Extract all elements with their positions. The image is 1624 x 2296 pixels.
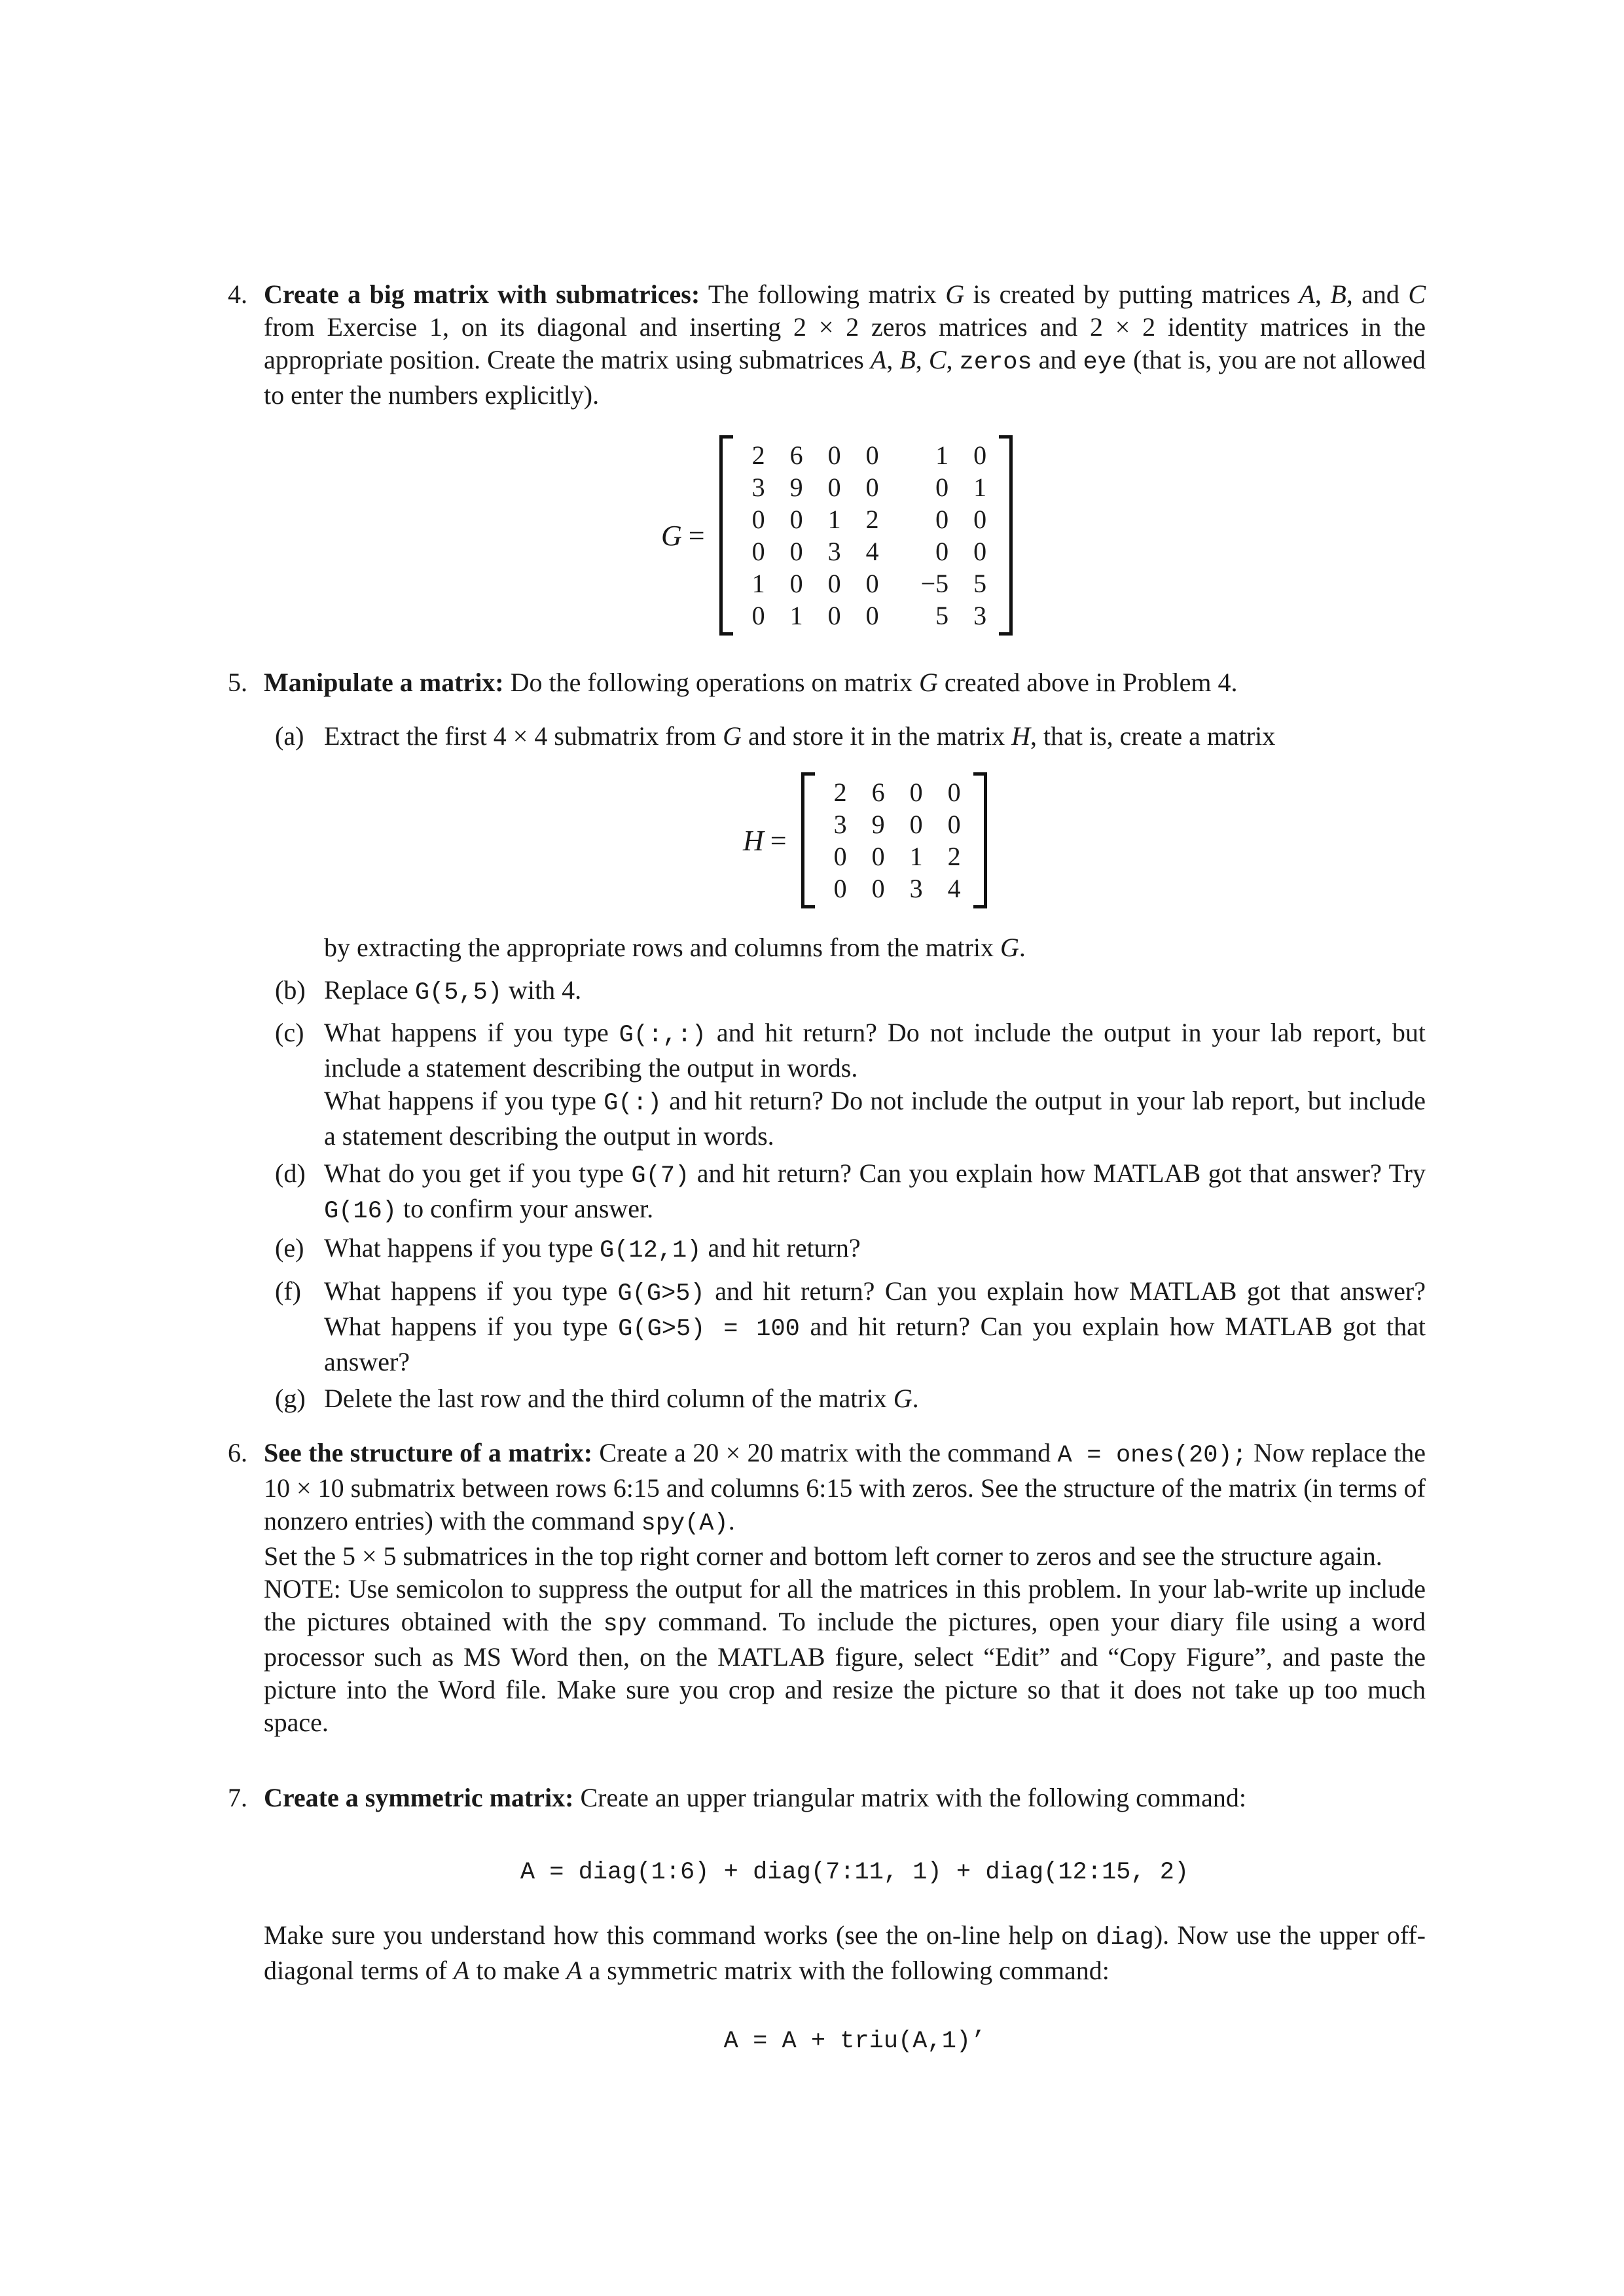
- text: by extracting the appropriate rows and columns from the matrix: [324, 933, 1001, 962]
- cell: 0: [865, 473, 879, 502]
- text: The following matrix: [700, 279, 946, 309]
- code: spy(A): [641, 1510, 729, 1537]
- part-label: (b): [275, 975, 306, 1005]
- matrix-row: [736, 503, 996, 535]
- math-var: A: [870, 345, 887, 374]
- problem-title: Create a big matrix with submatrices:: [264, 279, 700, 309]
- text: Set the 5 × 5 submatrices in the top right corner and bottom left corner to zeros and see the structure again.: [264, 1541, 1382, 1571]
- code: G(:): [604, 1090, 662, 1117]
- math-var: G: [1000, 933, 1019, 962]
- part-label: (g): [275, 1384, 306, 1413]
- cell: 0: [909, 778, 923, 807]
- cell: 0: [833, 842, 847, 871]
- text: and hit return?: [701, 1233, 861, 1263]
- text: and hit return? Can you explain how MATLAB got that answer? What happens if you type: [324, 1276, 1426, 1341]
- problem-number: 6.: [228, 1438, 247, 1467]
- cell: 0: [865, 601, 879, 630]
- code: A = A + triu(A,1)’: [723, 2028, 986, 2055]
- text: , that is, create a matrix: [1030, 721, 1276, 751]
- left-bracket: [719, 435, 733, 636]
- code-eye: eye: [1083, 349, 1127, 376]
- command-1: [0, 1854, 1624, 1889]
- text: What happens if you type: [324, 1233, 600, 1263]
- code: G(G>5): [617, 1280, 705, 1308]
- cell: 1: [909, 842, 923, 871]
- code: A = ones(20);: [1057, 1442, 1247, 1469]
- note-text: NOTE: Use semicolon to suppress the output for all the matrices in this problem. In your lab-write up include the pictures obtained with the: [264, 1574, 1426, 1636]
- code: A = diag(1:6) + diag(7:11, 1) + diag(12:15, 2): [520, 1859, 1189, 1886]
- problem-5b: [275, 974, 1426, 1009]
- problem-number: 7.: [228, 1783, 247, 1812]
- text: and hit return? Do not include the output in your lab report, but include a statement describing the output in words.: [324, 1086, 1426, 1151]
- cell: 2: [947, 842, 961, 871]
- code: G(12,1): [600, 1237, 702, 1265]
- left-bracket: [801, 772, 815, 908]
- command-2: [0, 2022, 1624, 2058]
- right-bracket: [973, 772, 987, 908]
- cell: 0: [871, 874, 885, 903]
- part-label: (f): [275, 1276, 301, 1306]
- matrix-row: [818, 776, 970, 808]
- equals-sign: =: [688, 519, 705, 552]
- code: G(:,:): [619, 1022, 706, 1049]
- cell: 0: [973, 440, 987, 470]
- matrix-row: [818, 872, 970, 905]
- matrix-g: [661, 435, 1013, 636]
- problem-number: 5.: [228, 668, 247, 697]
- cell: 0: [871, 842, 885, 871]
- cell: 0: [789, 505, 803, 534]
- code: spy: [603, 1611, 647, 1638]
- text: .: [1019, 933, 1026, 962]
- code-zeros: zeros: [959, 349, 1032, 376]
- problem-5: [228, 666, 1426, 699]
- text: and store it in the matrix: [741, 721, 1012, 751]
- code: G(16): [324, 1198, 397, 1225]
- text: and: [1032, 345, 1083, 374]
- matrix-row: [736, 600, 996, 632]
- matrix-g-table: [736, 439, 996, 632]
- cell: 0: [827, 601, 841, 630]
- text: Create a 20 × 20 matrix with the command: [592, 1438, 1058, 1467]
- cell: 2: [865, 505, 879, 534]
- note-text: command. To include the pictures, open your diary file using a word processor such as MS Word then, on the MATLAB figure, select “Edit” and “Copy Figure”, and paste the picture into the Word file. Make sure you crop and resize the picture so that it does not take up too much space.: [264, 1607, 1426, 1737]
- text: and hit return? Can you explain how MATLAB got that answer? Try: [689, 1158, 1426, 1188]
- math-var: C: [1408, 279, 1426, 309]
- equals-sign: =: [770, 824, 787, 857]
- problem-4: [228, 278, 1426, 412]
- cell: 0: [751, 537, 765, 566]
- text: created above in Problem 4.: [937, 668, 1238, 697]
- text: and hit return? Can you explain how MATLAB got that answer?: [324, 1312, 1426, 1376]
- problem-6: [228, 1437, 1426, 1739]
- problem-5g: [275, 1382, 1426, 1415]
- cell: 0: [947, 778, 961, 807]
- text: with 4.: [502, 975, 582, 1005]
- part-label: (e): [275, 1233, 304, 1263]
- cell: 0: [935, 505, 949, 534]
- problem-title: Manipulate a matrix:: [264, 668, 504, 697]
- math-var: A: [453, 1956, 470, 1985]
- cell: 0: [827, 473, 841, 502]
- text: ). Now use the upper off-diagonal terms of: [264, 1920, 1426, 1985]
- problem-title: See the structure of a matrix:: [264, 1438, 593, 1467]
- cell: 4: [865, 537, 879, 566]
- matrix-label: [661, 519, 705, 552]
- text: Create an upper triangular matrix with the following command:: [573, 1783, 1246, 1812]
- cell: 1: [973, 473, 987, 502]
- text: ,: [1314, 279, 1331, 309]
- text: What happens if you type: [324, 1276, 618, 1306]
- code: G(7): [631, 1162, 690, 1190]
- text: and hit return? Do not include the output in your lab report, but include a statement describing the output in words.: [324, 1018, 1426, 1083]
- problem-5d: [275, 1157, 1426, 1228]
- text: What happens if you type: [324, 1086, 604, 1115]
- text: Now replace the 10 × 10 submatrix between rows 6:15 and columns 6:15 with zeros. See the structure of the matrix (in terms of nonzero entries) with the command: [264, 1438, 1426, 1535]
- math-var: A: [1299, 279, 1315, 309]
- cell: 1: [827, 505, 841, 534]
- math-var: H: [1011, 721, 1031, 751]
- cell: 0: [935, 537, 949, 566]
- code: G(5,5): [414, 979, 503, 1007]
- problem-5e: [275, 1232, 1426, 1267]
- matrix-brackets: [801, 772, 987, 908]
- cell: 3: [751, 473, 765, 502]
- cell: 2: [833, 778, 847, 807]
- cell: 0: [789, 569, 803, 598]
- cell: 6: [871, 778, 885, 807]
- math-var: B: [1330, 279, 1346, 309]
- text: , and: [1346, 279, 1409, 309]
- part-label: (d): [275, 1158, 306, 1188]
- matrix-brackets: [719, 435, 1013, 636]
- text: to confirm your answer.: [397, 1194, 654, 1223]
- cell: 0: [751, 505, 765, 534]
- matrix-label-name: H: [743, 824, 764, 857]
- cell: 9: [789, 473, 803, 502]
- math-var: C: [928, 345, 947, 374]
- problem-5a-continued: [324, 931, 1426, 964]
- math-var: G: [945, 279, 965, 309]
- problem-7-continued: [264, 1919, 1426, 1987]
- text: from Exercise 1, on its diagonal and inserting 2 × 2 zeros matrices and 2 × 2 identity matrices in the appropriate position. Create the matrix using submatrices: [264, 312, 1426, 374]
- cell: 3: [909, 874, 923, 903]
- code: diag: [1095, 1924, 1154, 1952]
- cell: 0: [935, 473, 949, 502]
- text: Extract the first 4 × 4 submatrix from: [324, 721, 723, 751]
- math-var: G: [723, 721, 742, 751]
- matrix-h: [743, 772, 987, 908]
- matrix-h-table: [818, 776, 970, 905]
- code: G(G>5) = 100: [618, 1316, 800, 1343]
- math-var: G: [893, 1384, 912, 1413]
- text: ,: [946, 345, 960, 374]
- cell: 0: [909, 810, 923, 839]
- problem-5c: [275, 1016, 1426, 1153]
- cell: 3: [827, 537, 841, 566]
- text: ,: [915, 345, 929, 374]
- right-bracket: [999, 435, 1013, 636]
- matrix-row: [818, 808, 970, 840]
- cell: 0: [947, 810, 961, 839]
- matrix-row: [736, 567, 996, 600]
- part-label: (a): [275, 721, 304, 751]
- text: to make: [469, 1956, 567, 1985]
- cell: 2: [751, 440, 765, 470]
- cell: 5: [973, 569, 987, 598]
- math-var: G: [918, 668, 938, 697]
- problem-7: [228, 1782, 1426, 1814]
- math-var: B: [899, 345, 916, 374]
- math-var: A: [566, 1956, 583, 1985]
- cell: 1: [789, 601, 803, 630]
- problem-5a: [275, 720, 1426, 753]
- cell: 0: [751, 601, 765, 630]
- cell: 0: [973, 505, 987, 534]
- problem-title: Create a symmetric matrix:: [264, 1783, 574, 1812]
- problem-5f: [275, 1275, 1426, 1378]
- cell: 4: [947, 874, 961, 903]
- cell: 1: [751, 569, 765, 598]
- cell: 3: [973, 601, 987, 630]
- matrix-row: [818, 840, 970, 872]
- cell: 0: [865, 440, 879, 470]
- cell: 0: [973, 537, 987, 566]
- cell: 3: [833, 810, 847, 839]
- cell: 6: [789, 440, 803, 470]
- text: .: [912, 1384, 919, 1413]
- matrix-row: [736, 535, 996, 567]
- cell: 9: [871, 810, 885, 839]
- text: (that is, you are not allowed to enter the numbers explicitly).: [264, 345, 1426, 410]
- cell: 5: [935, 601, 949, 630]
- text: .: [728, 1506, 735, 1535]
- part-label: (c): [275, 1018, 304, 1047]
- text: Delete the last row and the third column of the matrix: [324, 1384, 893, 1413]
- matrix-row: [736, 439, 996, 471]
- text: Replace: [324, 975, 415, 1005]
- cell: 0: [827, 569, 841, 598]
- matrix-label: [743, 824, 787, 857]
- cell: 1: [935, 440, 949, 470]
- text: ,: [886, 345, 900, 374]
- cell: 0: [827, 440, 841, 470]
- cell: 0: [865, 569, 879, 598]
- cell: 0: [789, 537, 803, 566]
- text: Do the following operations on matrix: [503, 668, 919, 697]
- text: What do you get if you type: [324, 1158, 632, 1188]
- text: What happens if you type: [324, 1018, 619, 1047]
- text: Make sure you understand how this command works (see the on-line help on: [264, 1920, 1096, 1950]
- cell: 0: [833, 874, 847, 903]
- text: a symmetric matrix with the following command:: [582, 1956, 1110, 1985]
- problem-number: 4.: [228, 279, 247, 309]
- cell: −5: [920, 569, 949, 598]
- matrix-label-name: G: [661, 519, 682, 552]
- text: is created by putting matrices: [964, 279, 1299, 309]
- matrix-row: [736, 471, 996, 503]
